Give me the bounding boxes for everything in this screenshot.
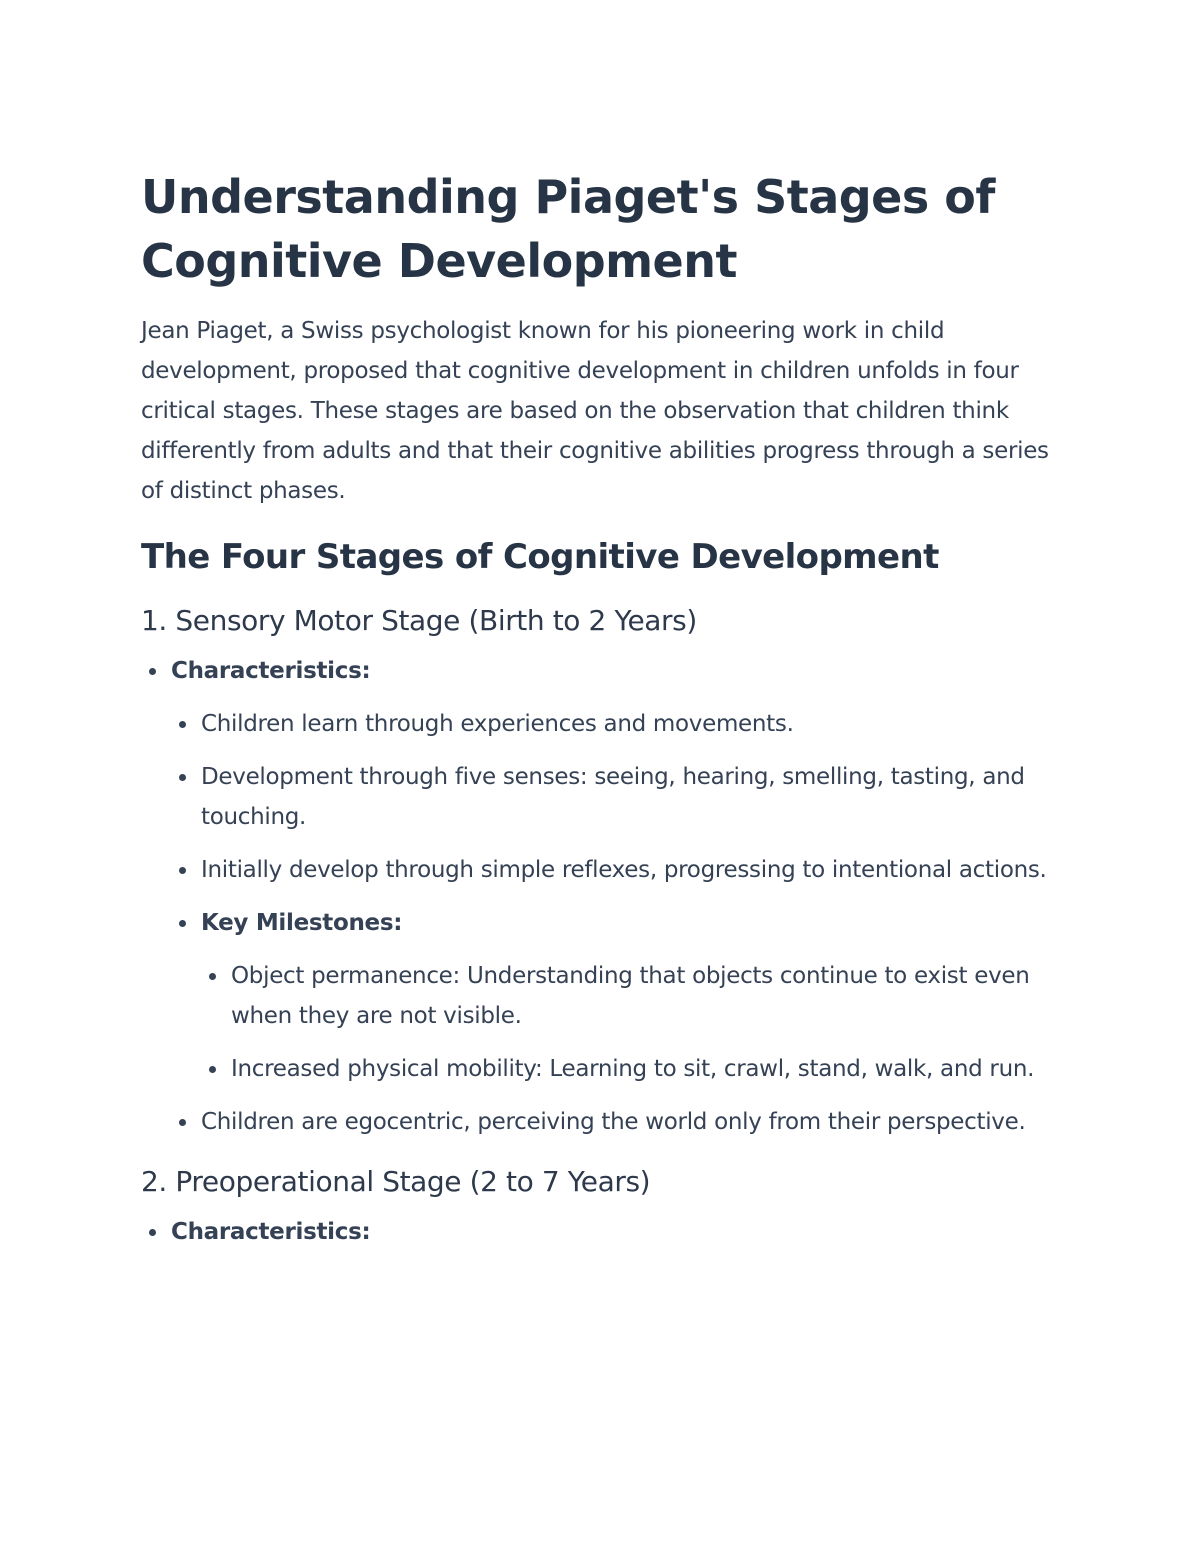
milestones-list (201, 956, 1061, 1089)
list-item (171, 651, 1061, 1142)
list-item (171, 1212, 1061, 1252)
intro-paragraph: Jean Piaget, a Swiss psychologist known for his pioneering work in child development, proposed that cognitive development in children unfolds in four critical stages. These stages are based on the observation that children think differently from adults and that their cognitive abilities progress through a series of distinct phases. (141, 318, 1049, 504)
list-item: Object permanence: Understanding that objects continue to exist even when they are not visible. (231, 956, 1061, 1036)
characteristics-label: Characteristics: (171, 1219, 371, 1245)
document-title: Understanding Piaget's Stages of Cognitive Development (141, 170, 995, 288)
list-item (201, 903, 1061, 1089)
stage2-list (141, 1212, 1061, 1252)
list-item: Initially develop through simple reflexes, progressing to intentional actions. (201, 850, 1061, 890)
list-item: Development through five senses: seeing, hearing, smelling, tasting, and touching. (201, 757, 1061, 837)
stage1-heading: 1. Sensory Motor Stage (Birth to 2 Years) (141, 604, 697, 637)
characteristics-label: Characteristics: (171, 658, 371, 684)
document-page (141, 165, 1061, 1252)
list-item: Increased physical mobility: Learning to sit, crawl, stand, walk, and run. (231, 1049, 1061, 1089)
stage1-list (141, 651, 1061, 1142)
stage2-heading: 2. Preoperational Stage (2 to 7 Years) (141, 1165, 651, 1198)
list-item: Children learn through experiences and movements. (201, 704, 1061, 744)
milestones-label: Key Milestones: (201, 910, 403, 936)
list-item: Children are egocentric, perceiving the world only from their perspective. (201, 1102, 1061, 1142)
characteristics-list (171, 704, 1061, 1142)
section-heading: The Four Stages of Cognitive Development (141, 537, 939, 577)
